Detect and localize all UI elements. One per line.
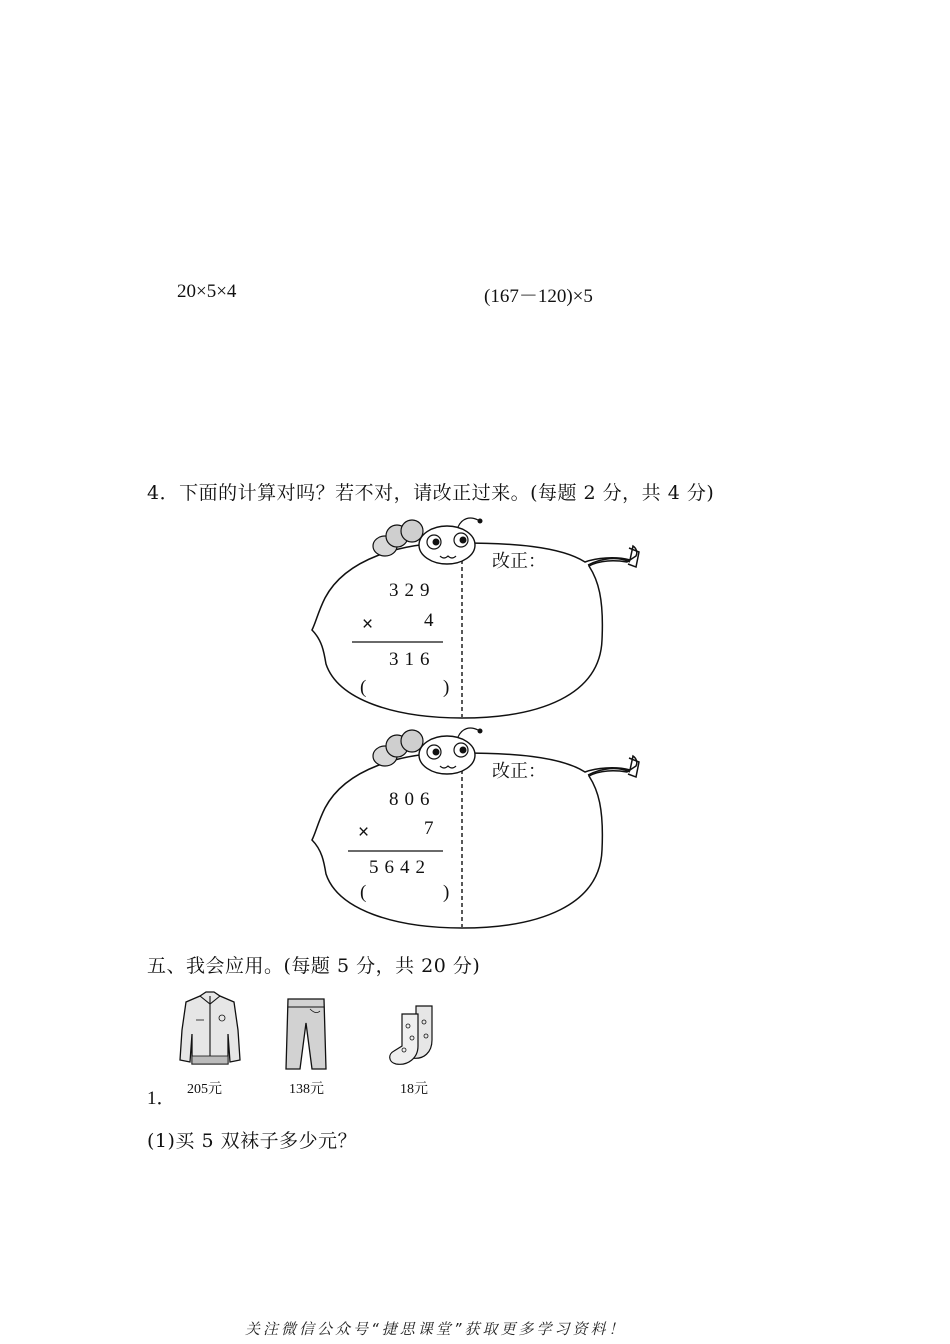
answer-paren-open: (: [360, 882, 367, 903]
socks-icon: [386, 1002, 448, 1068]
times-sign: ×: [362, 614, 374, 635]
answer-paren-open: (: [360, 677, 367, 698]
fix-label: 改正：: [492, 551, 546, 572]
answer-paren-close: ): [443, 882, 450, 903]
times-sign: ×: [358, 822, 370, 843]
socks-price: 18元: [400, 1082, 428, 1097]
multiplicand: 329: [389, 580, 436, 601]
result: 316: [389, 649, 436, 670]
jacket-icon: [178, 990, 242, 1072]
section-5-title: 五、我会应用。(每题 5 分，共 20 分): [147, 955, 481, 977]
pants-icon: [284, 997, 328, 1073]
problem-number: 1．: [147, 1088, 176, 1109]
expression-left: 20×5×4: [177, 281, 237, 302]
sub-question-1: (1)买 5 双袜子多少元？: [147, 1130, 358, 1152]
fix-label: 改正：: [492, 761, 546, 782]
jacket-price: 205元: [187, 1082, 222, 1097]
question-4-title: 4．下面的计算对吗？若不对，请改正过来。(每题 2 分，共 4 分): [147, 482, 715, 504]
pants-price: 138元: [289, 1082, 324, 1097]
result: 5642: [369, 857, 431, 878]
answer-paren-close: ): [443, 677, 450, 698]
multiplier: 4: [424, 610, 440, 631]
multiplier: 7: [424, 818, 440, 839]
expression-right: (167－120)×5: [484, 286, 593, 307]
footer-note: 关注微信公众号“捷思课堂”获取更多学习资料！: [245, 1320, 627, 1338]
multiplicand: 806: [389, 789, 436, 810]
